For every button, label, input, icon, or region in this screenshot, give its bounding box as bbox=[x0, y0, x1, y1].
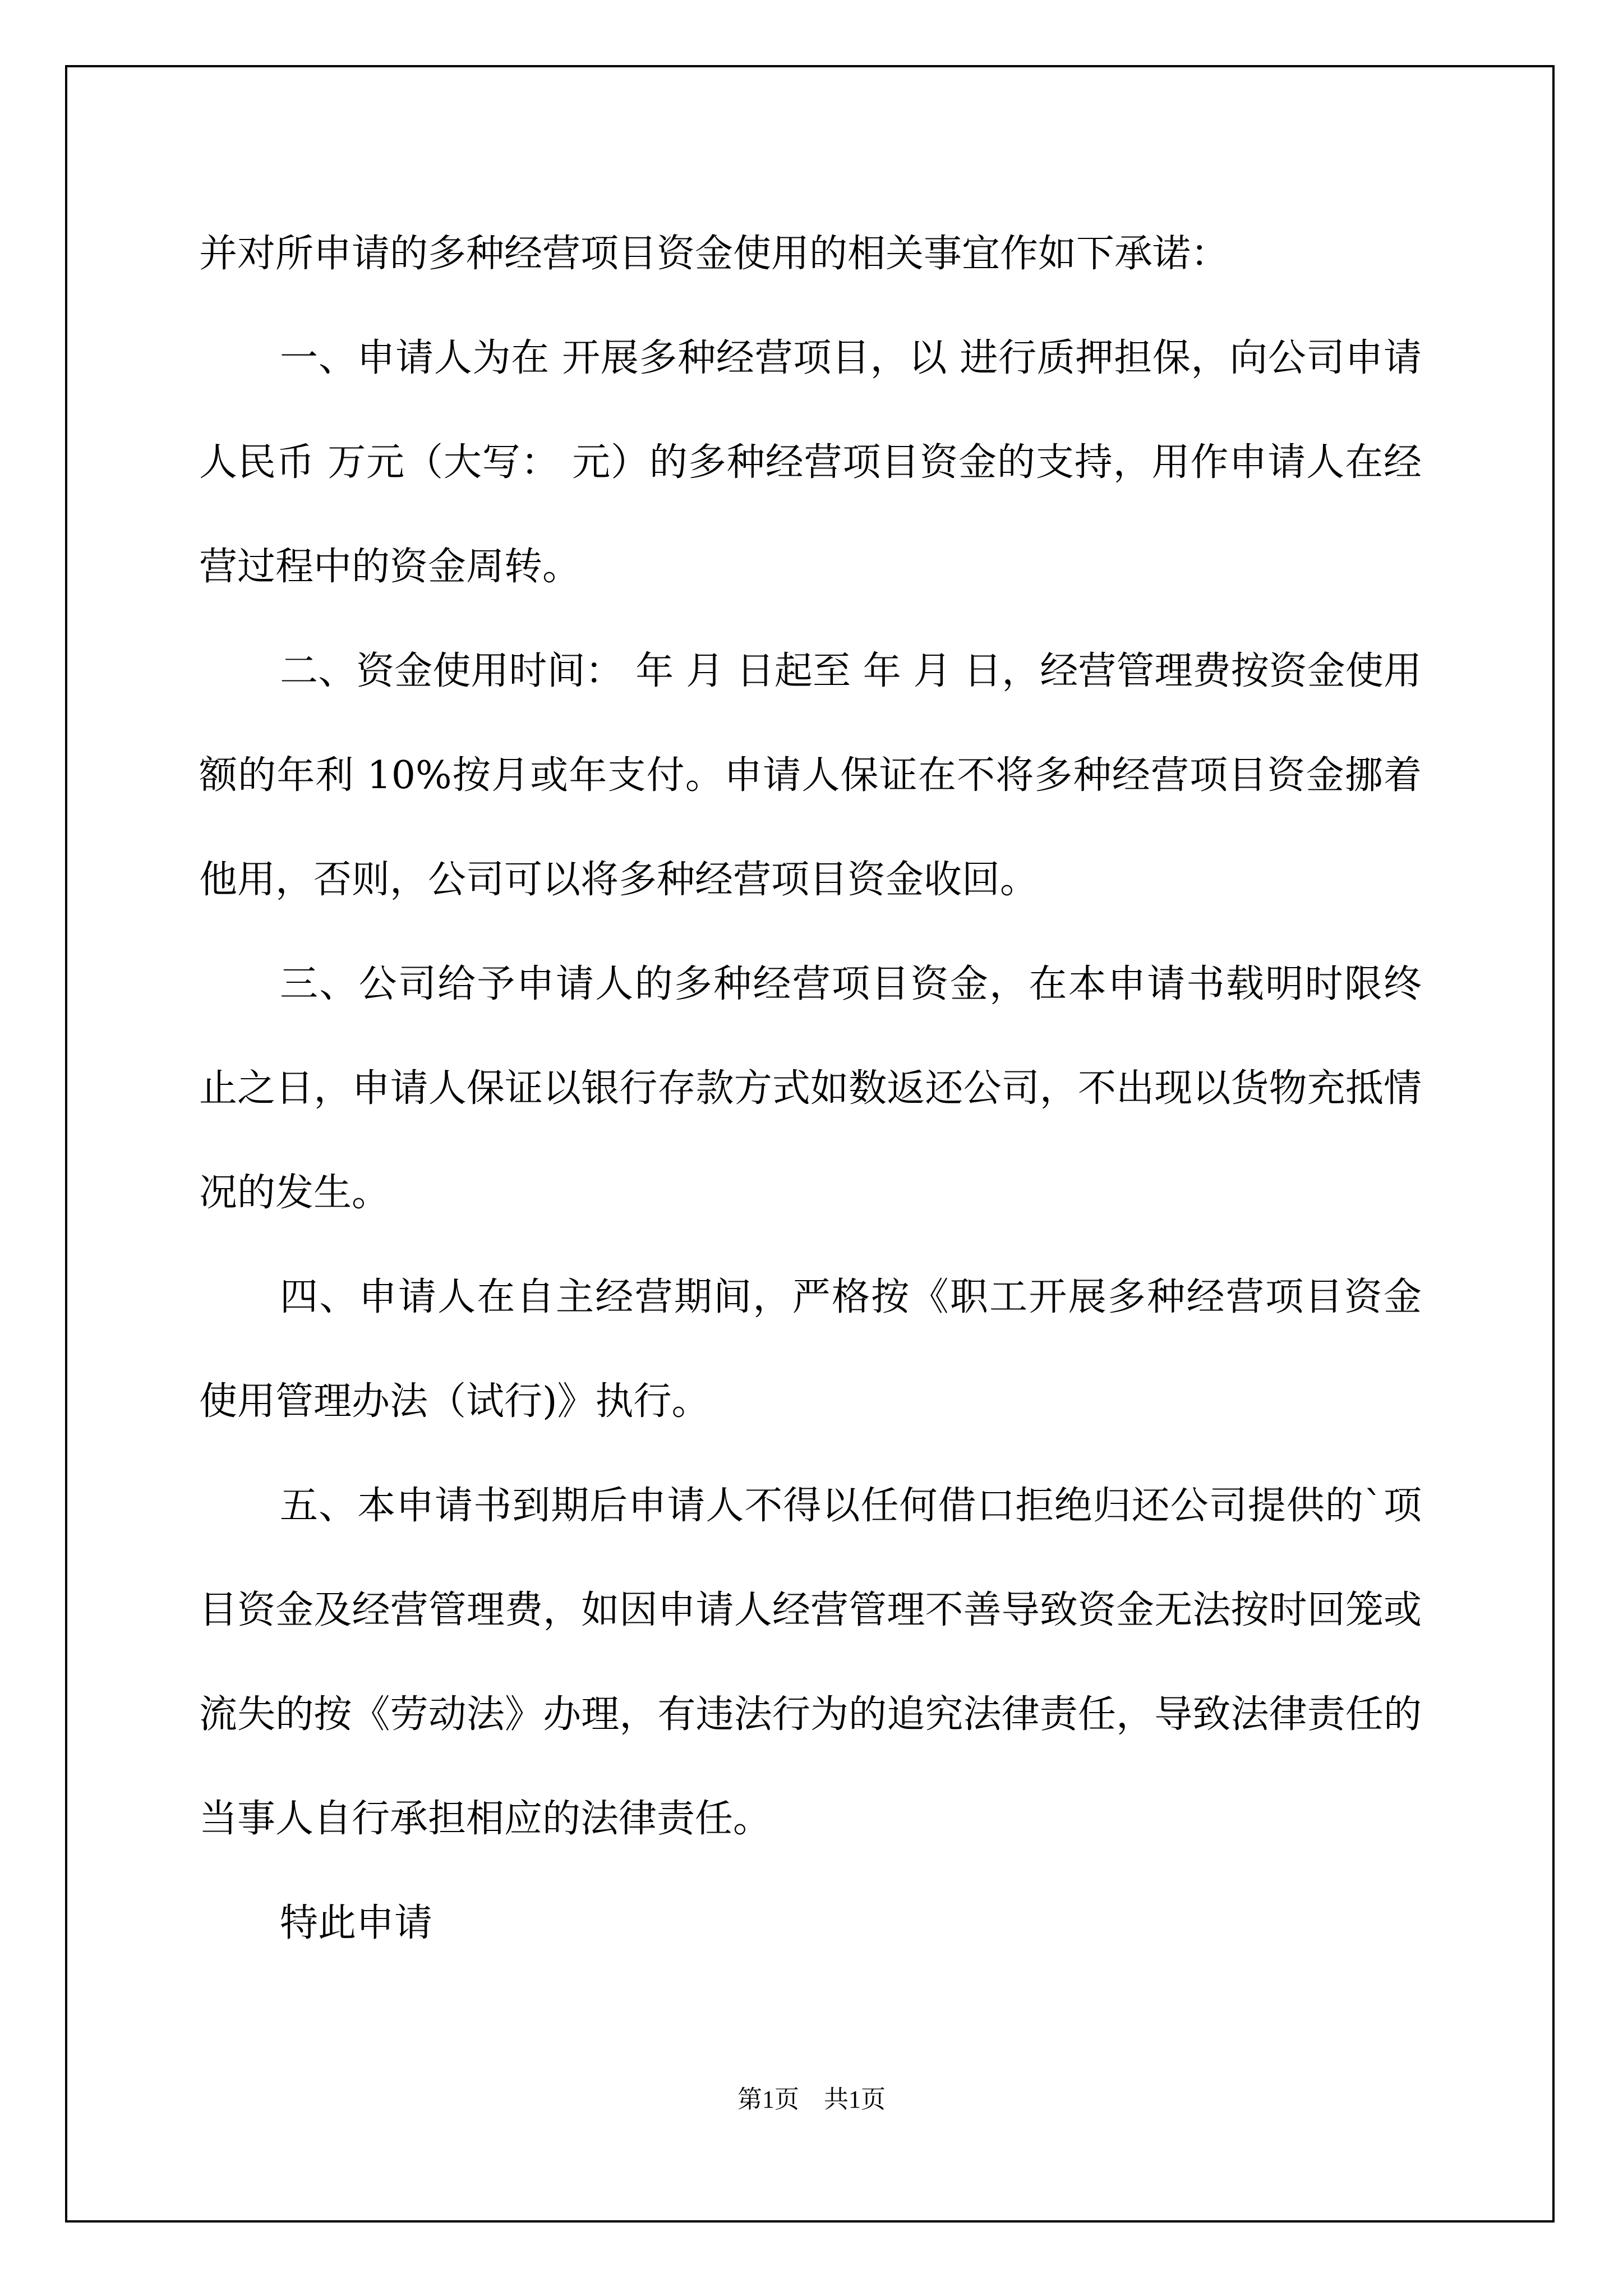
paragraph-intro: 并对所申请的多种经营项目资金使用的相关事宜作如下承诺： bbox=[199, 232, 1229, 276]
paragraph-closing: 特此申请 bbox=[280, 1901, 433, 1945]
paragraph-item-3: 三、公司给予申请人的多种经营项目资金，在本申请书载明时限终止之日，申请人保证以银行存款方式如数返还公司，不出现以货物充抵情况的发生。 bbox=[199, 962, 1422, 1215]
paragraph-item-1: 一、申请人为在 开展多种经营项目，以 进行质押担保，向公司申请人民币 万元（大写： 元）的多种经营项目资金的支持，用作申请人在经营过程中的资金周转。 bbox=[199, 336, 1422, 589]
page-number-footer: 第1页 共1页 bbox=[737, 2086, 886, 2113]
paragraph-item-4: 四、申请人在自主经营期间，严格按《职工开展多种经营项目资金使用管理办法（试行)》执行。 bbox=[199, 1275, 1422, 1424]
paragraph-item-5: 五、本申请书到期后申请人不得以任何借口拒绝归还公司提供的`项目资金及经营管理费，如因申请人经营管理不善导致资金无法按时回笼或流失的按《劳动法》办理，有违法行为的追究法律责任，导致法律责任的当事人自行承担相应的法律责任。 bbox=[199, 1484, 1422, 1841]
document-body bbox=[199, 202, 1422, 1976]
paragraph-item-2: 二、资金使用时间： 年 月 日起至 年 月 日，经营管理费按资金使用额的年利 10%按月或年支付。申请人保证在不将多种经营项目资金挪着他用，否则，公司可以将多种经营项目资金收回。 bbox=[199, 649, 1422, 902]
